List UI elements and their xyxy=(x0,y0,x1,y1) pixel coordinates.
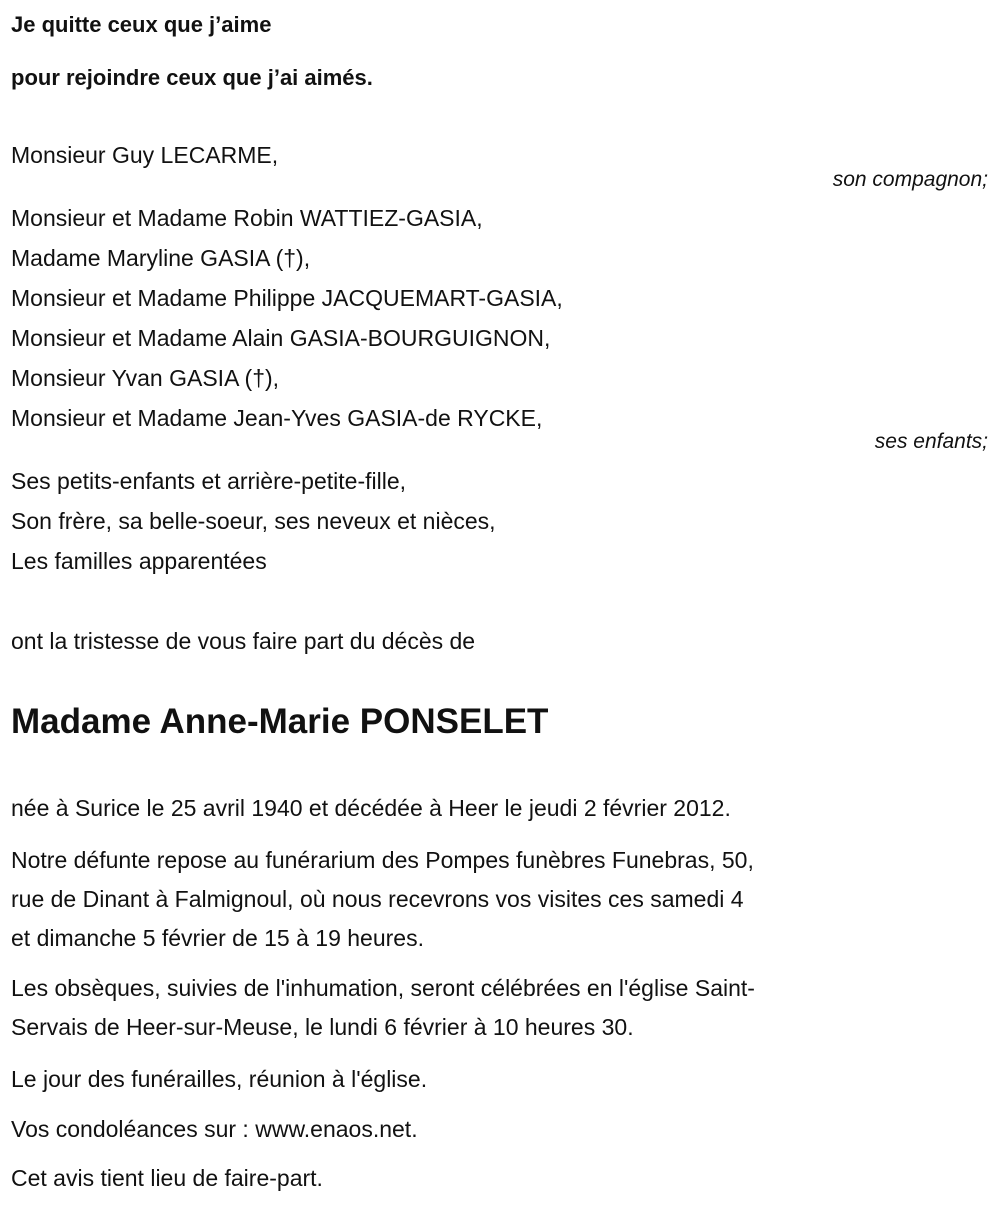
companion-name: Monsieur Guy LECARME, xyxy=(11,142,279,168)
condolences-link[interactable]: www.enaos.net xyxy=(255,1116,412,1142)
condolences-suffix: . xyxy=(411,1116,418,1142)
child-name: Monsieur et Madame Robin WATTIEZ-GASIA, xyxy=(11,205,483,231)
condolences xyxy=(11,1114,418,1144)
funeral-line: Servais de Heer-sur-Meuse, le lundi 6 février à 10 heures 30. xyxy=(11,1014,634,1040)
birth-death: née à Surice le 25 avril 1940 et décédée à Heer le jeudi 2 février 2012. xyxy=(11,795,731,821)
child-name: Monsieur et Madame Jean-Yves GASIA-de RYCKE, xyxy=(11,405,543,431)
family-line: Les familles apparentées xyxy=(11,548,267,574)
gathering: Le jour des funérailles, réunion à l'église. xyxy=(11,1066,428,1092)
deceased-name: Madame Anne-Marie PONSELET xyxy=(11,702,549,741)
family-line: Son frère, sa belle-soeur, ses neveux et nièces, xyxy=(11,508,496,534)
funeral-line: Les obsèques, suivies de l'inhumation, seront célébrées en l'église Saint- xyxy=(11,975,755,1001)
announcement: ont la tristesse de vous faire part du décès de xyxy=(11,628,476,654)
epigraph-line: pour rejoindre ceux que j’ai aimés. xyxy=(11,65,373,90)
companion-relation: son compagnon; xyxy=(832,168,988,191)
visitation-line: rue de Dinant à Falmignoul, où nous recevrons vos visites ces samedi 4 xyxy=(11,886,744,912)
child-name: Madame Maryline GASIA (†), xyxy=(11,245,311,271)
children-relation: ses enfants; xyxy=(874,430,988,453)
condolences-prefix: Vos condoléances sur : xyxy=(11,1116,256,1142)
child-name: Monsieur Yvan GASIA (†), xyxy=(11,365,280,391)
family-line: Ses petits-enfants et arrière-petite-fille, xyxy=(11,468,407,494)
closing: Cet avis tient lieu de faire-part. xyxy=(11,1165,323,1191)
visitation-line: Notre défunte repose au funérarium des Pompes funèbres Funebras, 50, xyxy=(11,847,754,873)
visitation-line: et dimanche 5 février de 15 à 19 heures. xyxy=(11,925,424,951)
child-name: Monsieur et Madame Alain GASIA-BOURGUIGNON, xyxy=(11,325,551,351)
epigraph-line: Je quitte ceux que j’aime xyxy=(11,12,272,37)
child-name: Monsieur et Madame Philippe JACQUEMART-GASIA, xyxy=(11,285,563,311)
